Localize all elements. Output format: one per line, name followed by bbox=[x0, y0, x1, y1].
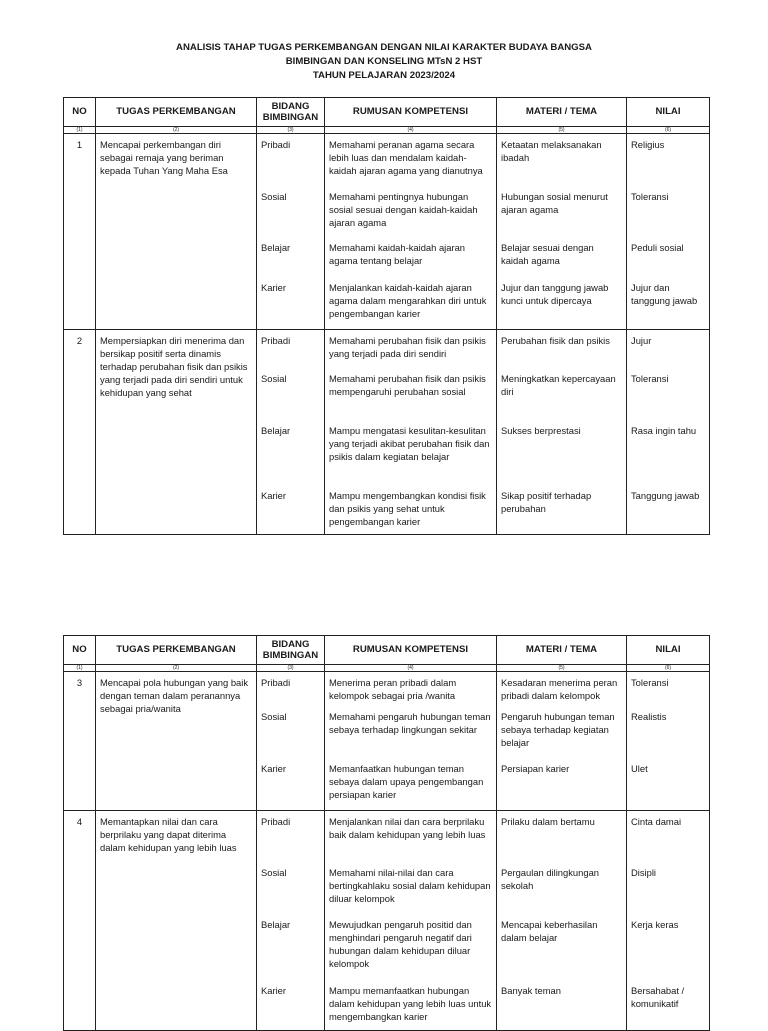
row-number: 1 bbox=[64, 134, 96, 330]
bidang-bimbingan-cell: Belajar bbox=[257, 914, 325, 980]
rumusan-kompetensi-cell: Memahami perubahan fisik dan psikis mempengaruhi perubahan sosial bbox=[325, 368, 497, 420]
col-materi-tema-header: MATERI / TEMA bbox=[497, 636, 627, 665]
tugas-perkembangan-cell: Mempersiapkan diri menerima dan bersikap positif serta dinamis terhadap perubahan fisik dan psikis yang terjadi pada diri sendiri untuk kehidupan yang sehat bbox=[96, 330, 257, 535]
bidang-bimbingan-cell: Pribadi bbox=[257, 810, 325, 862]
bidang-bimbingan-cell: Pribadi bbox=[257, 672, 325, 707]
nilai-cell: Toleransi bbox=[627, 672, 710, 707]
nilai-cell: Kerja keras bbox=[627, 914, 710, 980]
nilai-cell: Peduli sosial bbox=[627, 237, 710, 277]
col-no-number: (1) bbox=[64, 665, 96, 672]
col-no-header: NO bbox=[64, 636, 96, 665]
materi-tema-cell: Persiapan karier bbox=[497, 758, 627, 810]
materi-tema-cell: Banyak teman bbox=[497, 980, 627, 1030]
col-rumusan-kompetensi-header: RUMUSAN KOMPETENSI bbox=[325, 636, 497, 665]
header-row bbox=[64, 636, 710, 665]
col-tugas-perkembangan-number: (2) bbox=[96, 127, 257, 134]
col-nilai-header: NILAI bbox=[627, 98, 710, 127]
materi-tema-cell: Sukses berprestasi bbox=[497, 420, 627, 485]
materi-tema-cell: Ketaatan melaksanakan ibadah bbox=[497, 134, 627, 186]
rumusan-kompetensi-cell: Mewujudkan pengaruh positid dan menghindari pengaruh negatif dari hubungan dalam kehidupan diluar kelompok bbox=[325, 914, 497, 980]
nilai-cell: Toleransi bbox=[627, 368, 710, 420]
col-rumusan-kompetensi-header: RUMUSAN KOMPETENSI bbox=[325, 98, 497, 127]
materi-tema-cell: Mencapai keberhasilan dalam belajar bbox=[497, 914, 627, 980]
col-bidang-bimbingan-number: (3) bbox=[257, 665, 325, 672]
materi-tema-cell: Perubahan fisik dan psikis bbox=[497, 330, 627, 368]
nilai-cell: Jujur bbox=[627, 330, 710, 368]
col-tugas-perkembangan-number: (2) bbox=[96, 665, 257, 672]
materi-tema-cell: Kesadaran menerima peran pribadi dalam kelompok bbox=[497, 672, 627, 707]
table-row bbox=[64, 330, 710, 368]
col-bidang-bimbingan-number: (3) bbox=[257, 127, 325, 134]
tugas-perkembangan-cell: Mencapai pola hubungan yang baik dengan teman dalam peranannya sebagai pria/wanita bbox=[96, 672, 257, 811]
bidang-bimbingan-cell: Pribadi bbox=[257, 134, 325, 186]
row-number: 4 bbox=[64, 810, 96, 1030]
col-materi-tema-number: (5) bbox=[497, 665, 627, 672]
bidang-bimbingan-cell: Sosial bbox=[257, 706, 325, 758]
bidang-bimbingan-cell: Pribadi bbox=[257, 330, 325, 368]
nilai-cell: Realistis bbox=[627, 706, 710, 758]
bidang-bimbingan-cell: Karier bbox=[257, 277, 325, 330]
col-materi-tema-number: (5) bbox=[497, 127, 627, 134]
rumusan-kompetensi-cell: Menjalankan kaidah-kaidah ajaran agama dalam mengarahkan diri untuk pengembangan karier bbox=[325, 277, 497, 330]
materi-tema-cell: Pengaruh hubungan teman sebaya terhadap kegiatan belajar bbox=[497, 706, 627, 758]
materi-tema-cell: Sikap positif terhadap perubahan bbox=[497, 485, 627, 535]
materi-tema-cell: Pergaulan dilingkungan sekolah bbox=[497, 862, 627, 914]
row-number: 3 bbox=[64, 672, 96, 811]
col-rumusan-kompetensi-number: (4) bbox=[325, 665, 497, 672]
rumusan-kompetensi-cell: Memahami perubahan fisik dan psikis yang terjadi pada diri sendiri bbox=[325, 330, 497, 368]
rumusan-kompetensi-cell: Memahami nilai-nilai dan cara bertingkahlaku sosial dalam kehidupan diluar kelompok bbox=[325, 862, 497, 914]
col-nilai-header: NILAI bbox=[627, 636, 710, 665]
analysis-table-2 bbox=[63, 635, 710, 1031]
col-tugas-perkembangan-header: TUGAS PERKEMBANGAN bbox=[96, 98, 257, 127]
nilai-cell: Disipli bbox=[627, 862, 710, 914]
bidang-bimbingan-cell: Belajar bbox=[257, 237, 325, 277]
nilai-cell: Bersahabat / komunikatif bbox=[627, 980, 710, 1030]
bidang-bimbingan-cell: Karier bbox=[257, 758, 325, 810]
materi-tema-cell: Belajar sesuai dengan kaidah agama bbox=[497, 237, 627, 277]
col-no-header: NO bbox=[64, 98, 96, 127]
nilai-cell: Religius bbox=[627, 134, 710, 186]
bidang-bimbingan-cell: Sosial bbox=[257, 368, 325, 420]
rumusan-kompetensi-cell: Memahami peranan agama secara lebih luas dan mendalam kaidah-kaidah ajaran agama yang dianutnya bbox=[325, 134, 497, 186]
rumusan-kompetensi-cell: Memahami pengaruh hubungan teman sebaya terhadap lingkungan sekitar bbox=[325, 706, 497, 758]
row-number: 2 bbox=[64, 330, 96, 535]
col-bidang-bimbingan-header: BIDANG BIMBINGAN bbox=[257, 636, 325, 665]
rumusan-kompetensi-cell: Menjalankan nilai dan cara berprilaku baik dalam kehidupan yang lebih luas bbox=[325, 810, 497, 862]
col-nilai-number: (6) bbox=[627, 665, 710, 672]
analysis-table-1 bbox=[63, 97, 710, 535]
document-title bbox=[0, 41, 768, 83]
nilai-cell: Rasa ingin tahu bbox=[627, 420, 710, 485]
materi-tema-cell: Meningkatkan kepercayaan diri bbox=[497, 368, 627, 420]
bidang-bimbingan-cell: Karier bbox=[257, 980, 325, 1030]
table-row bbox=[64, 810, 710, 862]
nilai-cell: Ulet bbox=[627, 758, 710, 810]
nilai-cell: Cinta damai bbox=[627, 810, 710, 862]
rumusan-kompetensi-cell: Memahami pentingnya hubungan sosial sesuai dengan kaidah-kaidah ajaran agama bbox=[325, 186, 497, 237]
col-bidang-bimbingan-header: BIDANG BIMBINGAN bbox=[257, 98, 325, 127]
materi-tema-cell: Hubungan sosial menurut ajaran agama bbox=[497, 186, 627, 237]
col-materi-tema-header: MATERI / TEMA bbox=[497, 98, 627, 127]
bidang-bimbingan-cell: Sosial bbox=[257, 186, 325, 237]
rumusan-kompetensi-cell: Mampu mengembangkan kondisi fisik dan psikis yang sehat untuk pengembangan karier bbox=[325, 485, 497, 535]
materi-tema-cell: Prilaku dalam bertamu bbox=[497, 810, 627, 862]
column-number-row bbox=[64, 665, 710, 672]
col-rumusan-kompetensi-number: (4) bbox=[325, 127, 497, 134]
nilai-cell: Tanggung jawab bbox=[627, 485, 710, 535]
rumusan-kompetensi-cell: Memanfaatkan hubungan teman sebaya dalam upaya pengembangan persiapan karier bbox=[325, 758, 497, 810]
col-tugas-perkembangan-header: TUGAS PERKEMBANGAN bbox=[96, 636, 257, 665]
nilai-cell: Toleransi bbox=[627, 186, 710, 237]
rumusan-kompetensi-cell: Menerima peran pribadi dalam kelompok sebagai pria /wanita bbox=[325, 672, 497, 707]
title-line-3: TAHUN PELAJARAN 2023/2024 bbox=[312, 70, 456, 81]
title-line-1: ANALISIS TAHAP TUGAS PERKEMBANGAN DENGAN NILAI KARAKTER BUDAYA BANGSA bbox=[176, 42, 592, 53]
header-row bbox=[64, 98, 710, 127]
bidang-bimbingan-cell: Belajar bbox=[257, 420, 325, 485]
title-line-2: BIMBINGAN DAN KONSELING MTsN 2 HST bbox=[285, 56, 483, 67]
column-number-row bbox=[64, 127, 710, 134]
bidang-bimbingan-cell: Sosial bbox=[257, 862, 325, 914]
table-row bbox=[64, 134, 710, 186]
tugas-perkembangan-cell: Mencapai perkembangan diri sebagai remaja yang beriman kepada Tuhan Yang Maha Esa bbox=[96, 134, 257, 330]
col-no-number: (1) bbox=[64, 127, 96, 134]
rumusan-kompetensi-cell: Memahami kaidah-kaidah ajaran agama tentang belajar bbox=[325, 237, 497, 277]
nilai-cell: Jujur dan tanggung jawab bbox=[627, 277, 710, 330]
materi-tema-cell: Jujur dan tanggung jawab kunci untuk dipercaya bbox=[497, 277, 627, 330]
tugas-perkembangan-cell: Memantapkan nilai dan cara berprilaku yang dapat diterima dalam kehidupan yang lebih luas bbox=[96, 810, 257, 1030]
col-nilai-number: (6) bbox=[627, 127, 710, 134]
bidang-bimbingan-cell: Karier bbox=[257, 485, 325, 535]
table-row bbox=[64, 672, 710, 707]
rumusan-kompetensi-cell: Mampu memanfaatkan hubungan dalam kehidupan yang lebih luas untuk mengembangkan karier bbox=[325, 980, 497, 1030]
rumusan-kompetensi-cell: Mampu mengatasi kesulitan-kesulitan yang terjadi akibat perubahan fisik dan psikis dalam kegiatan belajar bbox=[325, 420, 497, 485]
